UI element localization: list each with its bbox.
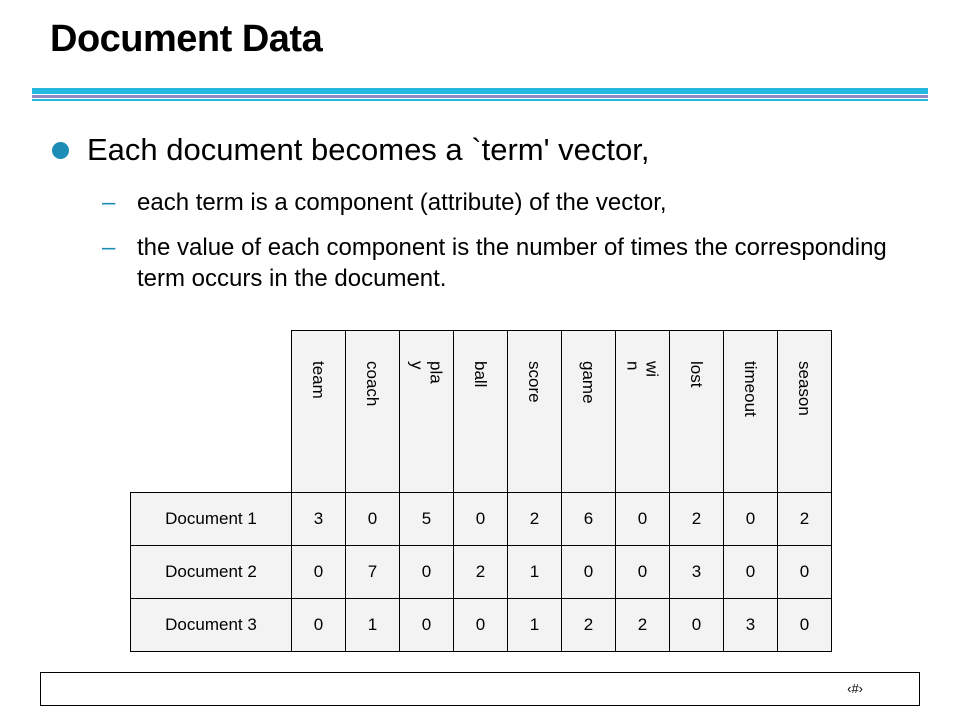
main-bullet xyxy=(52,132,649,168)
table-cell: 0 xyxy=(724,493,778,546)
dash-icon: – xyxy=(102,189,116,216)
slide-title: Document Data xyxy=(50,18,323,60)
table-cell: 0 xyxy=(292,599,346,652)
term-label: wi n xyxy=(623,361,662,378)
term-label: team xyxy=(309,361,328,399)
table-cell: 2 xyxy=(454,546,508,599)
term-header-win xyxy=(616,331,670,493)
term-label: ball xyxy=(471,361,490,388)
table-cell: 0 xyxy=(454,599,508,652)
term-header-score xyxy=(508,331,562,493)
table-cell: 0 xyxy=(454,493,508,546)
term-header-team xyxy=(292,331,346,493)
term-label: score xyxy=(525,361,544,403)
table-cell: 2 xyxy=(670,493,724,546)
term-header-play xyxy=(400,331,454,493)
term-label: lost xyxy=(687,361,706,388)
sub-bullet-text: the value of each component is the number of times the corresponding term occurs in the document. xyxy=(137,234,887,292)
term-label: pla y xyxy=(407,361,446,384)
row-label: Document 3 xyxy=(131,599,292,652)
term-header-timeout xyxy=(724,331,778,493)
row-label: Document 1 xyxy=(131,493,292,546)
table-cell: 0 xyxy=(616,493,670,546)
term-label: coach xyxy=(363,361,382,407)
table-cell: 2 xyxy=(562,599,616,652)
term-header-ball xyxy=(454,331,508,493)
term-label: timeout xyxy=(741,361,760,417)
table-cell: 6 xyxy=(562,493,616,546)
term-label: game xyxy=(579,361,598,404)
term-header-game xyxy=(562,331,616,493)
table-row xyxy=(131,493,832,546)
table-cell: 2 xyxy=(508,493,562,546)
table-cell: 1 xyxy=(346,599,400,652)
title-divider-top xyxy=(32,88,928,94)
table-cell: 0 xyxy=(724,546,778,599)
table-cell: 3 xyxy=(724,599,778,652)
table-cell: 2 xyxy=(778,493,832,546)
table-cell: 0 xyxy=(292,546,346,599)
table-cell: 3 xyxy=(670,546,724,599)
term-vector-table xyxy=(130,330,832,652)
table-cell: 7 xyxy=(346,546,400,599)
table-row xyxy=(131,599,832,652)
table-cell: 0 xyxy=(346,493,400,546)
table-cell: 0 xyxy=(778,546,832,599)
table-cell: 0 xyxy=(562,546,616,599)
sub-bullet-text: each term is a component (attribute) of the vector, xyxy=(137,189,667,216)
slide-number: ‹#› xyxy=(847,681,863,696)
table-cell: 0 xyxy=(616,546,670,599)
term-header-lost xyxy=(670,331,724,493)
table-cell: 3 xyxy=(292,493,346,546)
table-cell: 0 xyxy=(670,599,724,652)
table-cell: 0 xyxy=(400,546,454,599)
term-header-row xyxy=(131,331,832,493)
dash-icon: – xyxy=(102,234,116,261)
table-cell: 0 xyxy=(778,599,832,652)
row-label: Document 2 xyxy=(131,546,292,599)
title-divider-bottom xyxy=(32,99,928,101)
title-divider-middle xyxy=(32,95,928,98)
term-header-season xyxy=(778,331,832,493)
term-label: season xyxy=(795,361,814,416)
table-row xyxy=(131,546,832,599)
table-cell: 1 xyxy=(508,599,562,652)
table-cell: 2 xyxy=(616,599,670,652)
term-header-coach xyxy=(346,331,400,493)
corner-cell xyxy=(131,331,292,493)
table-cell: 0 xyxy=(400,599,454,652)
bullet-dot-icon xyxy=(52,142,69,159)
table-cell: 1 xyxy=(508,546,562,599)
main-bullet-text: Each document becomes a `term' vector, xyxy=(87,132,650,167)
slide-footer xyxy=(40,672,920,706)
table-cell: 5 xyxy=(400,493,454,546)
